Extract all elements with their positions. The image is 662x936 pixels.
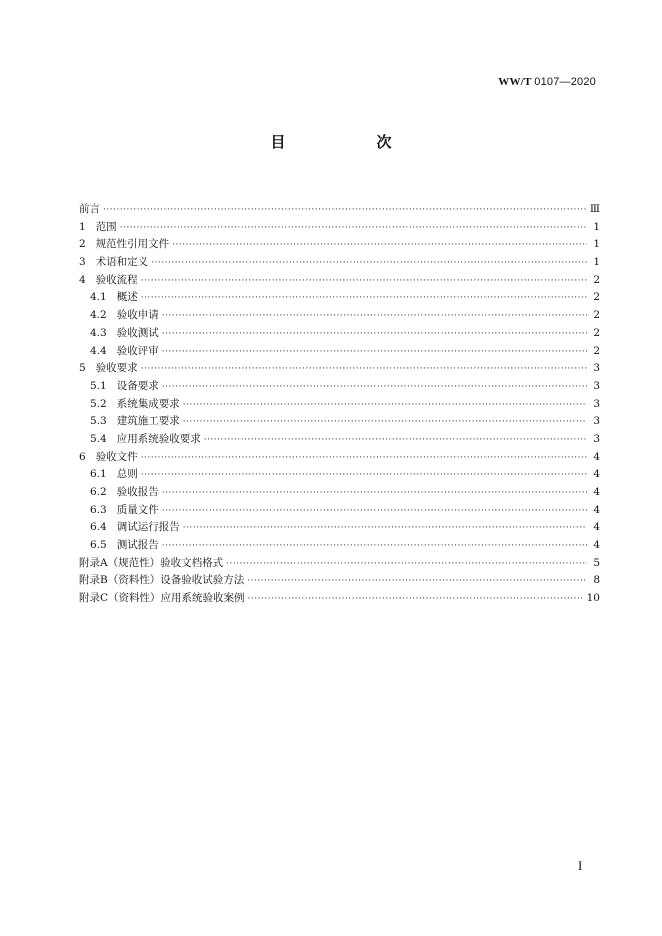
toc-entry-number: 5.3 (90, 415, 107, 428)
toc-entry-page: 4 (593, 503, 600, 516)
standard-code (498, 76, 596, 88)
toc-entry-page: 5 (593, 556, 600, 569)
toc-entry-title: 质量文件 (116, 503, 159, 516)
toc-entry-label (79, 219, 117, 237)
toc-entry-page: 1 (593, 256, 600, 269)
toc-entry-title: 应用系统验收要求 (116, 432, 201, 445)
toc-entry-label (79, 590, 245, 608)
toc-entry[interactable] (79, 378, 600, 396)
toc-entry-number: 6.2 (90, 486, 107, 498)
toc-entry-label (90, 537, 159, 555)
dot-leader (162, 344, 587, 362)
toc-entry-page: 2 (593, 326, 600, 339)
toc-entry[interactable] (79, 413, 600, 431)
toc-entry[interactable] (79, 572, 600, 590)
toc-entry[interactable] (79, 272, 600, 290)
toc-entry-title: 调试运行报告 (116, 521, 180, 534)
toc-entry-number: 6 (79, 450, 86, 463)
dot-leader (141, 450, 587, 468)
toc-entry-page: 3 (593, 415, 600, 428)
table-of-contents (79, 201, 600, 608)
toc-entry-number: 5.1 (90, 379, 107, 392)
toc-entry[interactable] (79, 502, 600, 520)
dot-leader (103, 202, 587, 220)
toc-entry[interactable] (79, 254, 600, 272)
toc-entry-label (79, 360, 138, 378)
toc-entry-number: 2 (79, 238, 86, 251)
toc-entry-label (90, 343, 159, 361)
toc-entry-page: 4 (593, 450, 600, 463)
toc-entry-page: 2 (593, 273, 600, 286)
toc-entry[interactable] (79, 360, 600, 378)
dot-leader (162, 326, 587, 344)
toc-entry[interactable] (79, 396, 600, 414)
toc-entry[interactable] (79, 219, 600, 237)
toc-entry-title: 附录A（规范性）验收文档格式 (79, 556, 224, 569)
dot-leader (162, 503, 587, 521)
toc-entry-title: 附录B（资料性）设备验收试验方法 (79, 574, 245, 587)
toc-entry-label (90, 466, 138, 484)
toc-entry-page: 3 (593, 397, 600, 410)
toc-entry-title: 验收要求 (95, 362, 138, 375)
dot-leader (226, 556, 587, 574)
toc-entry-number: 5.2 (90, 397, 107, 410)
toc-entry-page: 2 (593, 309, 600, 322)
toc-entry-number: 5.4 (90, 432, 107, 445)
dot-leader (248, 591, 584, 609)
toc-entry-title: 验收评审 (116, 344, 159, 357)
toc-entry-label (79, 254, 148, 272)
dot-leader (162, 379, 587, 397)
toc-entry-label (79, 572, 244, 590)
toc-entry-label (90, 502, 159, 520)
toc-entry[interactable] (79, 201, 600, 219)
toc-entry-label (90, 431, 201, 449)
toc-entry[interactable] (79, 289, 600, 307)
toc-entry-title: 附录C（资料性）应用系统验收案例 (79, 592, 245, 605)
toc-entry-number: 4.2 (90, 309, 107, 322)
toc-entry-page: 10 (586, 592, 600, 605)
toc-entry[interactable] (79, 519, 600, 537)
toc-entry-page: 8 (593, 574, 600, 587)
dot-leader (247, 573, 587, 591)
dot-leader (141, 290, 587, 308)
standard-code-number: 0107—2020 (534, 76, 596, 88)
toc-entry-page: Ⅲ (589, 203, 600, 215)
dot-leader (172, 237, 587, 255)
toc-entry-label (90, 307, 159, 325)
toc-entry-number: 4.3 (90, 326, 107, 339)
toc-entry-label (90, 325, 159, 343)
toc-entry-title: 验收流程 (95, 273, 138, 286)
dot-leader (151, 255, 587, 273)
toc-entry-title: 术语和定义 (95, 256, 149, 269)
toc-entry-label (90, 519, 180, 537)
toc-entry-page: 4 (593, 521, 600, 534)
toc-entry-number: 6.1 (90, 468, 107, 481)
toc-entry-number: 4.1 (90, 291, 107, 304)
toc-entry-page: 4 (593, 468, 600, 481)
dot-leader (183, 397, 587, 415)
toc-entry[interactable] (79, 449, 600, 467)
toc-entry-label (90, 378, 159, 396)
toc-entry-title: 总则 (116, 468, 138, 481)
toc-entry-title: 验收文件 (95, 450, 138, 463)
toc-entry[interactable] (79, 537, 600, 555)
toc-entry-title: 建筑施工要求 (116, 415, 180, 428)
toc-entry[interactable] (79, 325, 600, 343)
toc-entry-title: 验收测试 (116, 326, 159, 339)
toc-entry-title: 验收报告 (116, 486, 159, 498)
toc-entry-title: 验收申请 (116, 309, 159, 322)
dot-leader (141, 361, 587, 379)
toc-entry-page: 4 (593, 486, 600, 498)
toc-entry[interactable] (79, 431, 600, 449)
toc-entry-number: 4.4 (90, 344, 107, 357)
toc-entry-number: 3 (79, 256, 86, 269)
toc-entry-title: 前言 (79, 203, 100, 215)
toc-entry-page: 2 (593, 291, 600, 304)
page-number: I (578, 858, 583, 873)
toc-entry-title: 系统集成要求 (116, 397, 180, 410)
toc-entry-label (79, 272, 138, 290)
toc-entry-title: 概述 (116, 291, 138, 304)
dot-leader (120, 220, 587, 238)
toc-entry-page: 2 (593, 344, 600, 357)
dot-leader (204, 432, 587, 450)
toc-entry-label (90, 396, 180, 414)
dot-leader (162, 538, 587, 556)
toc-entry-title: 范围 (95, 220, 117, 233)
toc-entry[interactable] (79, 590, 600, 608)
toc-entry-number: 4 (79, 273, 86, 286)
toc-entry-number: 5 (79, 362, 86, 375)
toc-entry[interactable] (79, 484, 600, 502)
dot-leader (141, 273, 587, 291)
dot-leader (141, 467, 587, 485)
toc-entry[interactable] (79, 466, 600, 484)
toc-entry-label (79, 555, 223, 573)
dot-leader (183, 414, 587, 432)
page-title: 目 次 (270, 133, 430, 151)
toc-entry-title: 设备要求 (116, 379, 159, 392)
toc-entry[interactable] (79, 307, 600, 325)
toc-entry-page: 3 (593, 432, 600, 445)
dot-leader (183, 520, 587, 538)
toc-entry-title: 测试报告 (116, 539, 159, 552)
toc-entry-label (90, 413, 180, 431)
toc-entry-label (79, 201, 100, 219)
toc-entry[interactable] (79, 555, 600, 573)
toc-entry-label (90, 484, 159, 502)
toc-entry-label (79, 236, 169, 254)
toc-entry-page: 3 (593, 379, 600, 392)
toc-entry-number: 6.3 (90, 503, 107, 516)
toc-entry-label (90, 289, 138, 307)
toc-entry[interactable] (79, 343, 600, 361)
toc-entry-page: 1 (593, 238, 600, 251)
toc-entry-title: 规范性引用文件 (95, 238, 170, 251)
toc-entry-number: 6.4 (90, 521, 107, 534)
toc-entry-page: 1 (593, 220, 600, 233)
toc-entry-page: 4 (593, 539, 600, 552)
toc-entry-label (79, 449, 138, 467)
toc-entry-page: 3 (593, 362, 600, 375)
toc-entry[interactable] (79, 236, 600, 254)
toc-entry-number: 1 (79, 220, 86, 233)
dot-leader (162, 308, 587, 326)
standard-code-prefix: WW/T (498, 76, 532, 88)
toc-entry-number: 6.5 (90, 539, 107, 552)
dot-leader (162, 485, 587, 503)
